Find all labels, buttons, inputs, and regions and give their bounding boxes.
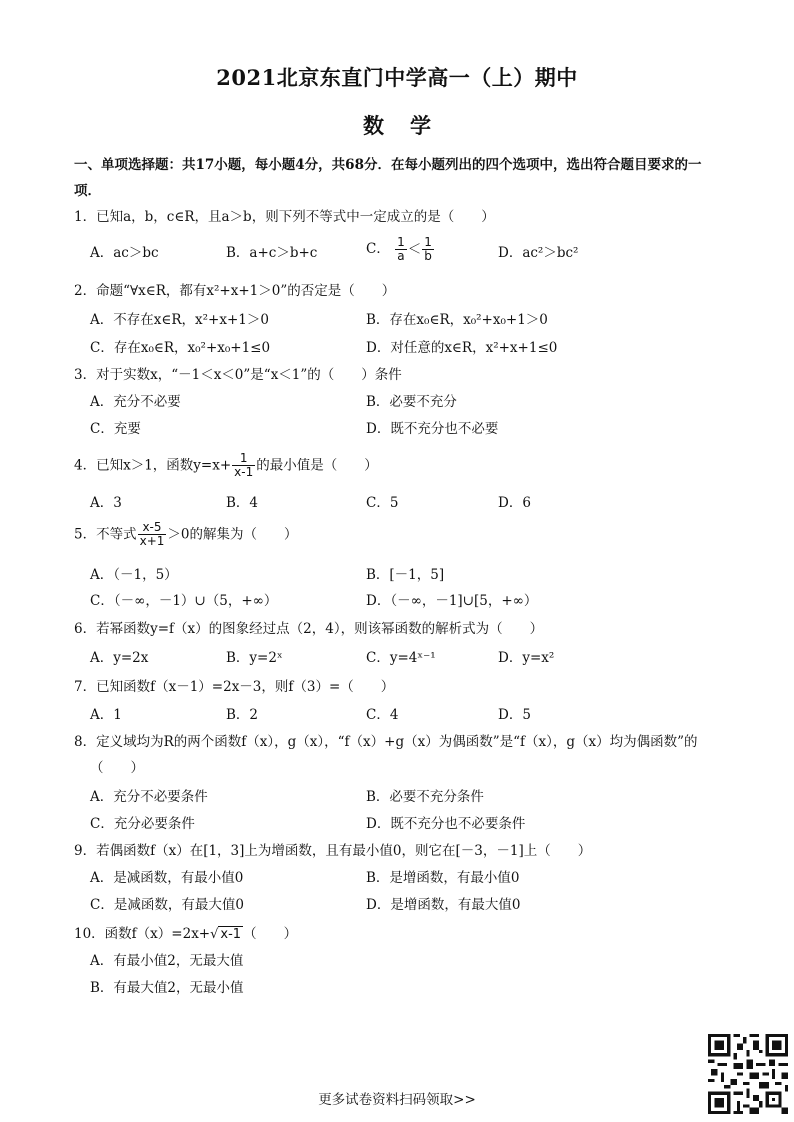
fraction-numerator: 1 [424, 235, 432, 249]
fraction-x-minus-5-over-x-plus-1 [138, 521, 167, 548]
question-1-option-b: B．a+c＞b+c [226, 245, 318, 261]
question-2-option-c: C．存在x₀∈R，x₀²+x₀+1≤0 [90, 340, 271, 356]
fraction-1-over-x-minus-1 [232, 452, 255, 479]
question-5-stem [74, 521, 734, 548]
square-root-radicand: x-1 [220, 927, 242, 942]
question-4-option-d: D．6 [498, 495, 531, 511]
question-3-option-c: C．充要 [90, 421, 141, 437]
fraction-numerator: 1 [232, 452, 255, 466]
fraction-denominator: x+1 [139, 534, 165, 548]
page-title: 2021北京东直门中学高一（上）期中 [216, 65, 578, 90]
square-root-expression: √ x-1 [210, 927, 242, 942]
question-1-option-c [366, 236, 435, 263]
question-10-stem-pre: 10．函数f（x）=2x+ [74, 926, 211, 942]
question-6-stem: 6．若幂函数y=f（x）的图象经过点（2，4），则该幂函数的解析式为（ ） [74, 621, 544, 637]
question-2-stem: 2．命题“∀x∈R，都有x²+x+1＞0”的否定是（ ） [74, 283, 396, 299]
question-6-option-a: A．y=2x [90, 650, 149, 666]
question-5-option-a: A．（－1，5） [90, 567, 178, 583]
question-10-option-a: A．有最小值2，无最大值 [90, 953, 244, 969]
question-1-option-d: D．ac²＞bc² [498, 245, 579, 261]
question-9-option-c: C．是减函数，有最大值0 [90, 897, 244, 913]
question-5-option-c: C．（－∞，－1）∪（5，+∞） [90, 593, 278, 609]
question-10-stem [74, 925, 734, 944]
question-9-option-a: A．是减函数，有最小值0 [90, 870, 244, 886]
question-7-option-a: A．1 [90, 707, 122, 723]
section-instructions: 一、单项选择题：共17小题，每小题4分，共68分．在每小题列出的四个选项中，选出符合题目要求的一项． [74, 157, 702, 199]
fraction-denominator: x-1 [234, 465, 254, 479]
fraction-numerator: 1 [397, 235, 405, 249]
question-8-option-d: D．既不充分也不必要条件 [366, 816, 526, 832]
question-5-stem-pre: 5．不等式 [74, 526, 137, 543]
question-3-stem: 3．对于实数x，“－1＜x＜0”是“x＜1”的（ ）条件 [74, 367, 402, 383]
question-1-option-a: A．ac＞bc [90, 245, 159, 261]
question-10-option-b: B．有最大值2，无最小值 [90, 980, 244, 996]
question-4-option-a: A．3 [90, 495, 122, 511]
fraction-numerator: x-5 [138, 521, 167, 535]
question-2-option-d: D．对任意的x∈R，x²+x+1≤0 [366, 340, 558, 356]
question-9-option-d: D．是增函数，有最大值0 [366, 897, 521, 913]
question-6-option-b: B．y=2ˣ [226, 650, 283, 666]
footer-scan-prompt[interactable]: 更多试卷资料扫码领取>> [318, 1092, 476, 1108]
question-2-option-b: B．存在x₀∈R，x₀²+x₀+1＞0 [366, 312, 548, 328]
question-9-stem: 9．若偶函数f（x）在[1，3]上为增函数，且有最小值0，则它在[－3，－1]上（ ） [74, 843, 592, 859]
fraction-denominator: b [424, 249, 432, 263]
question-7-option-b: B．2 [226, 707, 259, 723]
less-than-sign: ＜ [407, 241, 422, 258]
question-8-stem: 8．定义域均为R的两个函数f（x），g（x），“f（x）+g（x）为偶函数”是“f（x），g（x）均为偶函数”的 [74, 734, 698, 750]
question-1-stem: 1．已知a，b，c∈R，且a＞b，则下列不等式中一定成立的是（ ） [74, 209, 495, 225]
question-7-option-c: C．4 [366, 707, 399, 723]
question-4-option-c: C．5 [366, 495, 399, 511]
fraction-denominator: a [397, 249, 405, 263]
subject-heading: 数学 [363, 113, 457, 138]
question-3-option-a: A．充分不必要 [90, 394, 181, 410]
question-5-stem-post: ＞0的解集为（ ） [167, 526, 298, 543]
question-4-stem-pre: 4．已知x＞1，函数y=x+ [74, 457, 232, 474]
question-5-option-b: B．[－1，5] [366, 567, 445, 583]
question-8-option-c: C．充分必要条件 [90, 816, 195, 832]
question-9-option-b: B．是增函数，有最小值0 [366, 870, 520, 886]
question-10-stem-post: （ ） [243, 926, 298, 942]
fraction-1-over-a [395, 236, 407, 263]
question-7-option-d: D．5 [498, 707, 531, 723]
question-6-option-d: D．y=x² [498, 650, 555, 666]
question-4-stem-post: 的最小值是（ ） [256, 457, 378, 474]
fraction-1-over-b [422, 236, 434, 263]
option-c-label: C． [366, 241, 390, 257]
question-2-option-a: A．不存在x∈R，x²+x+1＞0 [90, 312, 269, 328]
question-8-option-b: B．必要不充分条件 [366, 789, 484, 805]
question-4-stem [74, 452, 734, 479]
question-3-option-d: D．既不充分也不必要 [366, 421, 499, 437]
question-3-option-b: B．必要不充分 [366, 394, 457, 410]
question-4-option-b: B．4 [226, 495, 259, 511]
question-6-option-c: C．y=4ˣ⁻¹ [366, 650, 436, 666]
question-7-stem: 7．已知函数f（x－1）=2x－3，则f（3）=（ ） [74, 679, 395, 695]
question-5-option-d: D．（－∞，－1]∪[5，+∞） [366, 593, 538, 609]
question-8-option-a: A．充分不必要条件 [90, 789, 208, 805]
question-8-stem-line2: （ ） [90, 760, 144, 776]
